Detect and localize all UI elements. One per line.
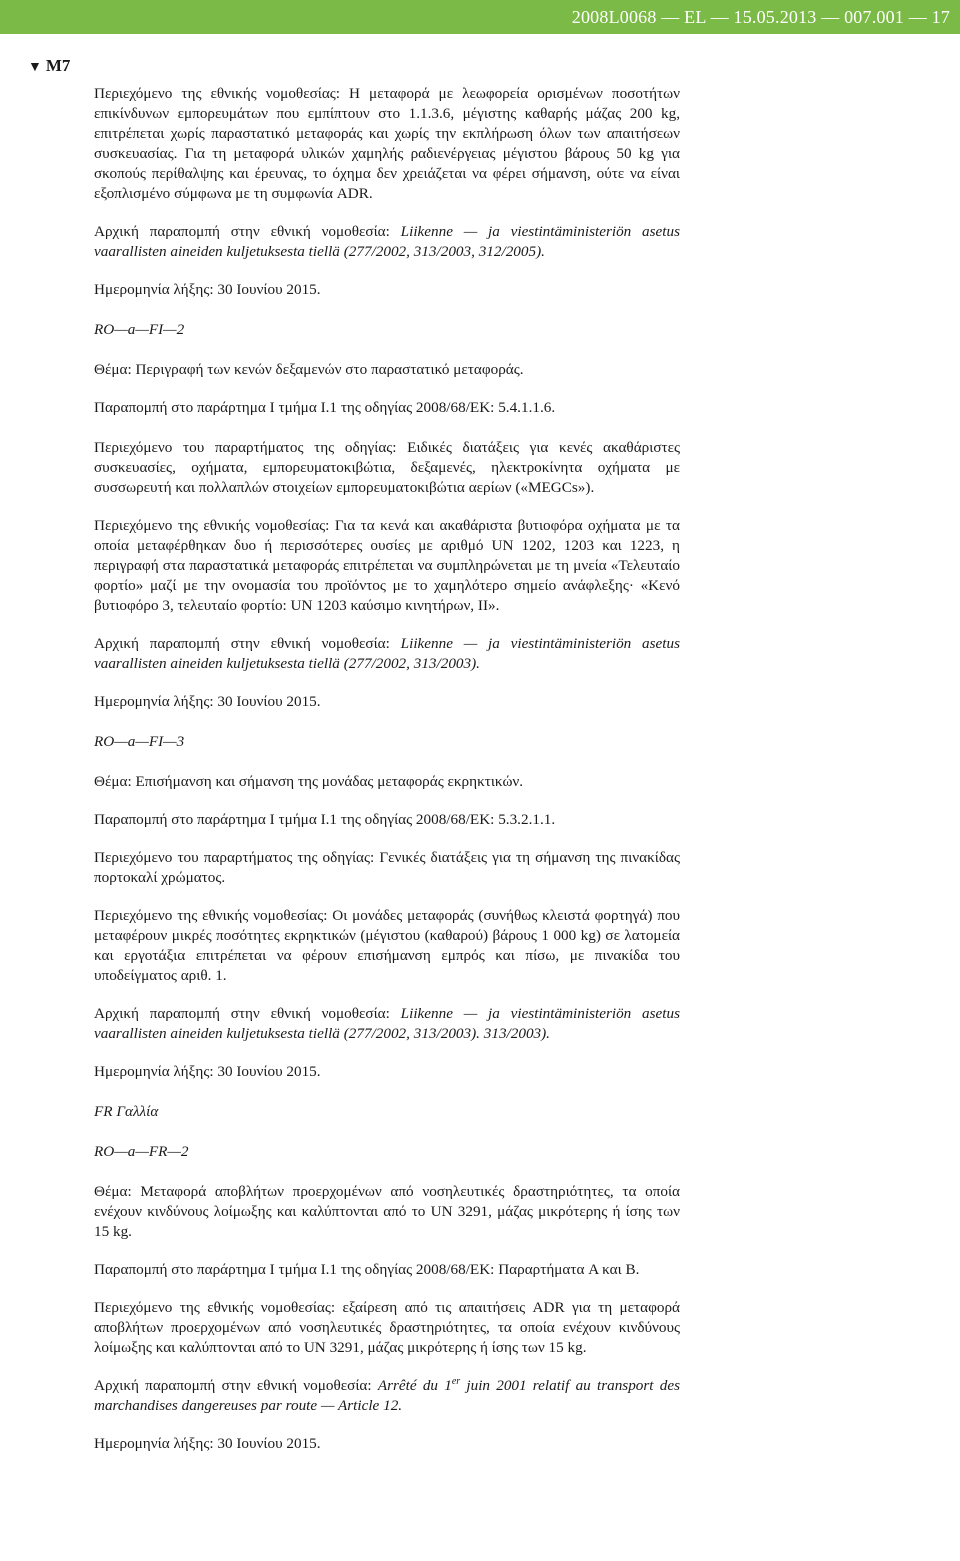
document-reference: 2008L0068 — EL — 15.05.2013 — 007.001 — 17	[571, 7, 950, 27]
amendment-marker	[28, 57, 70, 76]
national-law-content-paragraph: Περιεχόμενο της εθνικής νομοθεσίας: Οι μονάδες μεταφοράς (συνήθως κλειστά φορτηγά) που μεταφέρουν μικρές ποσότητες εκρηκτικών (μέγιστου (καθαρού) βάρους 1 000 kg) σε λατομεία και εργοτάξια επιτρέπεται να φέρουν επισήμανση εμπρός και πίσω, με πινακίδα του υποδείγματος αριθ. 1.	[94, 907, 680, 984]
national-law-content-paragraph: Περιεχόμενο της εθνικής νομοθεσίας: εξαίρεση από τις απαιτήσεις ADR για τη μεταφορά αποβλήτων προερχομένων από νοσηλευτικές δραστηριότητες, τα οποία ενέχουν κινδύνους λοίμωξης και καλύπτονται από το UN 3291, μάζας μικρότερης ή ίσης των 15 kg.	[94, 1299, 680, 1356]
annex-reference: Παραπομπή στο παράρτημα I τμήμα I.1 της οδηγίας 2008/68/ΕΚ: 5.3.2.1.1.	[94, 811, 556, 828]
reference-citation: Liikenne — ja viestintäministeriön asetus vaarallisten aineiden kuljetuksesta tiellä (277/2002, 313/2003).	[94, 635, 681, 672]
national-law-reference-paragraph	[94, 1004, 680, 1044]
triangle-down-icon: ▼	[28, 60, 42, 75]
reference-citation-part: Arrêté du 1	[377, 1377, 452, 1394]
national-law-reference-paragraph	[94, 222, 680, 262]
subject-paragraph: Θέμα: Επισήμανση και σήμανση της μονάδας μεταφοράς εκρηκτικών.	[94, 773, 524, 790]
annex-reference: Παραπομπή στο παράρτημα I τμήμα I.1 της οδηγίας 2008/68/ΕΚ: 5.4.1.1.6.	[94, 399, 556, 416]
national-law-content-paragraph: Περιεχόμενο της εθνικής νομοθεσίας: Για τα κενά και ακαθάριστα βυτιοφόρα οχήματα με τα οποία μεταφέρθηκαν δυο ή περισσότερες ουσίες με αριθμό UN 1202, 1203 και 1223, η περιγραφή στα παραστατικά μεταφοράς επιτρέπεται να συμπληρώνεται με τη μνεία «Τελευταίο φορτίο» μαζί με την ονομασία του προϊόντος με το χαμηλότερο σημείο ανάφλεξης· «Κενό βυτιοφόρο 3, τελευταίο φορτίο: UN 1203 καύσιμο κινητήρων, II».	[94, 517, 680, 614]
reference-label: Αρχική παραπομπή στην εθνική νομοθεσία:	[94, 1377, 378, 1394]
annex-content-paragraph: Περιεχόμενο του παραρτήματος της οδηγίας: Ειδικές διατάξεις για κενές ακαθάριστες συσκευασίες, οχήματα, εμπορευματοκιβώτια, δεξαμενές, ηλεκτροκίνητα οχήματα με συσσωρευτή και πολλαπλών στοιχείων εμπορευματοκιβώτια αερίων («MEGCs»).	[94, 439, 680, 496]
document-body	[94, 84, 680, 1472]
reference-citation: Liikenne — ja viestintäministeriön asetus vaarallisten aineiden kuljetuksesta tiellä (277/2002, 313/2003, 312/2005).	[94, 223, 681, 260]
page-header-bar	[0, 0, 960, 34]
expiry-date: Ημερομηνία λήξης: 30 Ιουνίου 2015.	[94, 1063, 321, 1080]
expiry-date: Ημερομηνία λήξης: 30 Ιουνίου 2015.	[94, 693, 321, 710]
derogation-code: RO—a—FI—3	[94, 733, 185, 750]
derogation-code: RO—a—FR—2	[94, 1143, 189, 1160]
reference-label: Αρχική παραπομπή στην εθνική νομοθεσία:	[94, 1005, 401, 1022]
reference-citation: Liikenne — ja viestintäministeriön asetus vaarallisten aineiden kuljetuksesta tiellä (277/2002, 313/2003). 313/2003).	[94, 1005, 681, 1042]
annex-content-paragraph: Περιεχόμενο του παραρτήματος της οδηγίας: Γενικές διατάξεις για τη σήμανση της πινακίδας πορτοκαλί χρώματος.	[94, 849, 680, 886]
derogation-code: RO—a—FI—2	[94, 321, 185, 338]
reference-citation-part: juin 2001 relatif au transport des marchandises dangereuses par route — Article 12.	[94, 1377, 680, 1414]
subject-paragraph: Θέμα: Μεταφορά αποβλήτων προερχομένων από νοσηλευτικές δραστηριότητες, τα οποία ενέχουν κινδύνους λοίμωξης και καλύπτονται από το UN 3291, μάζας μικρότερης ή ίσης των 15 kg.	[94, 1183, 680, 1240]
amendment-label: M7	[45, 56, 71, 75]
reference-label: Αρχική παραπομπή στην εθνική νομοθεσία:	[94, 635, 401, 652]
expiry-date: Ημερομηνία λήξης: 30 Ιουνίου 2015.	[94, 1435, 321, 1452]
national-law-reference-paragraph	[94, 634, 680, 674]
national-law-content-paragraph: Περιεχόμενο της εθνικής νομοθεσίας: Η μεταφορά με λεωφορεία ορισμένων ποσοτήτων επικίνδυνων εμπορευμάτων που εμπίπτουν στο 1.1.3.6, μέγιστης καθαρής μάζας 200 kg, επιτρέπεται χωρίς παραστατικό μεταφοράς και χωρίς την εκπλήρωση όλων των απαιτήσεων συσκευασίας. Για τη μεταφορά υλικών χαμηλής ραδιενέργειας μέγιστου βάρους 50 kg για σκοπούς περίθαλψης και έρευνας, το όχημα δεν χρειάζεται να φέρει σήμανση, ούτε να είναι εξοπλισμένο σύμφωνα με τη συμφωνία ADR.	[94, 85, 680, 202]
reference-superscript: er	[451, 1375, 461, 1387]
national-law-reference-paragraph	[94, 1376, 680, 1416]
reference-label: Αρχική παραπομπή στην εθνική νομοθεσία:	[94, 223, 401, 240]
expiry-date: Ημερομηνία λήξης: 30 Ιουνίου 2015.	[94, 281, 321, 298]
country-heading: FR Γαλλία	[94, 1103, 159, 1120]
annex-reference: Παραπομπή στο παράρτημα I τμήμα I.1 της οδηγίας 2008/68/ΕΚ: Παραρτήματα A και B.	[94, 1261, 640, 1278]
subject-paragraph: Θέμα: Περιγραφή των κενών δεξαμενών στο παραστατικό μεταφοράς.	[94, 361, 524, 378]
